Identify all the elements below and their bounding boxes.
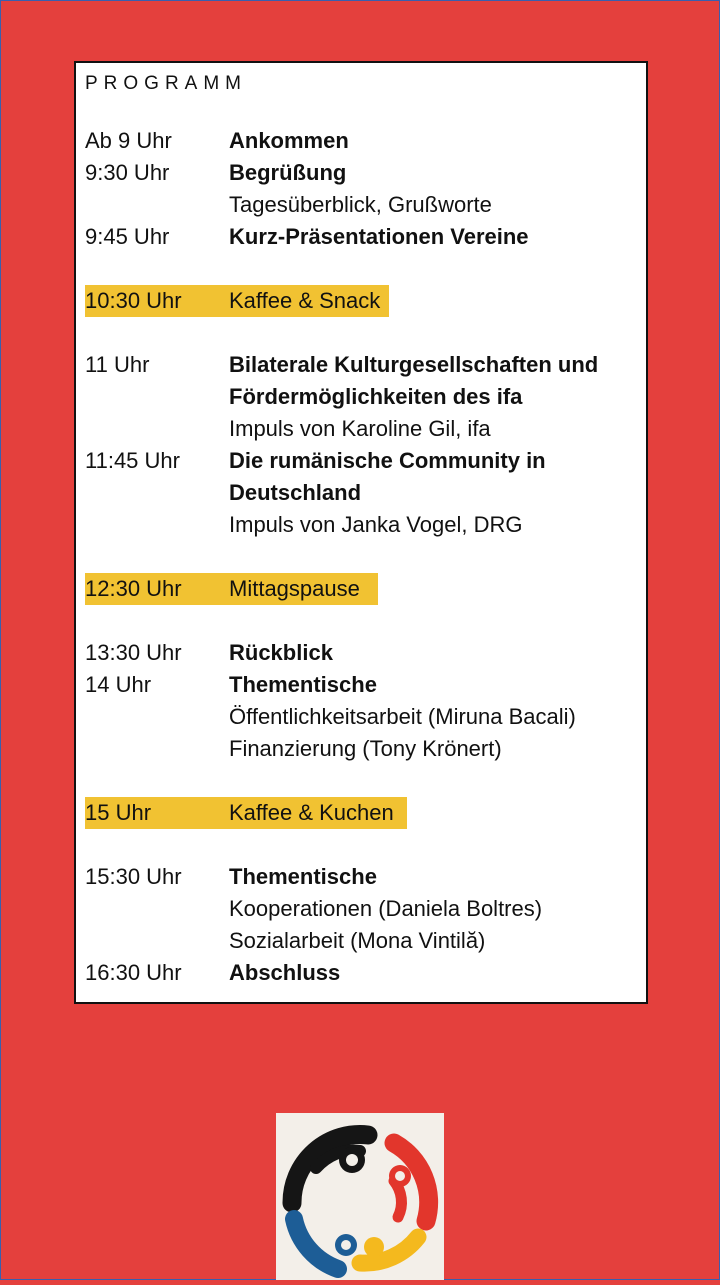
schedule-detail: Öffentlichkeitsarbeit (Miruna Bacali)	[229, 704, 576, 729]
schedule-list	[85, 125, 640, 989]
break-label: Kaffee & Snack	[229, 288, 381, 313]
schedule-title: Die rumänische Community in	[229, 448, 546, 473]
schedule-row	[85, 733, 640, 765]
schedule-time: 15:30 Uhr	[85, 864, 182, 889]
schedule-detail: Sozialarbeit (Mona Vintilă)	[229, 928, 486, 953]
schedule-title: Deutschland	[229, 480, 362, 505]
schedule-time: 11 Uhr	[85, 352, 150, 377]
schedule-row	[85, 221, 640, 253]
schedule-row	[85, 509, 640, 541]
schedule-row	[85, 701, 640, 733]
schedule-row	[85, 445, 640, 477]
schedule-time: 9:45 Uhr	[85, 224, 170, 249]
schedule-title: Kurz-Präsentationen Vereine	[229, 224, 529, 249]
schedule-time: 9:30 Uhr	[85, 160, 170, 185]
schedule-row	[85, 189, 640, 221]
schedule-title: Thementische	[229, 864, 377, 889]
schedule-title: Ankommen	[229, 128, 349, 153]
break-row	[85, 797, 640, 829]
schedule-row	[85, 957, 640, 989]
break-time: 10:30 Uhr	[85, 288, 182, 313]
schedule-row	[85, 669, 640, 701]
break-row	[85, 573, 640, 605]
schedule-detail: Finanzierung (Tony Krönert)	[229, 736, 502, 761]
break-label: Kaffee & Kuchen	[229, 800, 394, 825]
schedule-row	[85, 157, 640, 189]
schedule-row	[85, 125, 640, 157]
schedule-title: Abschluss	[229, 960, 341, 985]
schedule-time: 11:45 Uhr	[85, 448, 180, 473]
schedule-detail: Impuls von Janka Vogel, DRG	[229, 512, 523, 537]
schedule-row	[85, 925, 640, 957]
break-time: 12:30 Uhr	[85, 576, 182, 601]
break-label: Mittagspause	[229, 576, 360, 601]
schedule-row	[85, 637, 640, 669]
schedule-detail: Kooperationen (Daniela Boltres)	[229, 896, 543, 921]
break-time: 15 Uhr	[85, 800, 152, 825]
schedule-title: Thementische	[229, 672, 377, 697]
break-row	[85, 285, 640, 317]
schedule-title: Bilaterale Kulturgesellschaften und	[229, 352, 599, 377]
program-card	[74, 61, 648, 1004]
logo-graphic	[276, 1113, 444, 1280]
schedule-row	[85, 349, 640, 381]
schedule-row	[85, 893, 640, 925]
schedule-time: 14 Uhr	[85, 672, 152, 697]
schedule-title: Fördermöglichkeiten des ifa	[229, 384, 523, 409]
schedule-row	[85, 413, 640, 445]
schedule-row	[85, 477, 640, 509]
program-heading: PROGRAMM	[85, 73, 247, 94]
schedule-time: Ab 9 Uhr	[85, 128, 172, 153]
schedule-detail: Impuls von Karoline Gil, ifa	[229, 416, 491, 441]
schedule-row	[85, 381, 640, 413]
schedule-title: Rückblick	[229, 640, 333, 665]
schedule-time: 16:30 Uhr	[85, 960, 182, 985]
community-circle-logo-icon	[276, 1113, 444, 1280]
schedule-row	[85, 861, 640, 893]
schedule-time: 13:30 Uhr	[85, 640, 182, 665]
schedule-detail: Tagesüberblick, Grußworte	[229, 192, 492, 217]
schedule-title: Begrüßung	[229, 160, 347, 185]
